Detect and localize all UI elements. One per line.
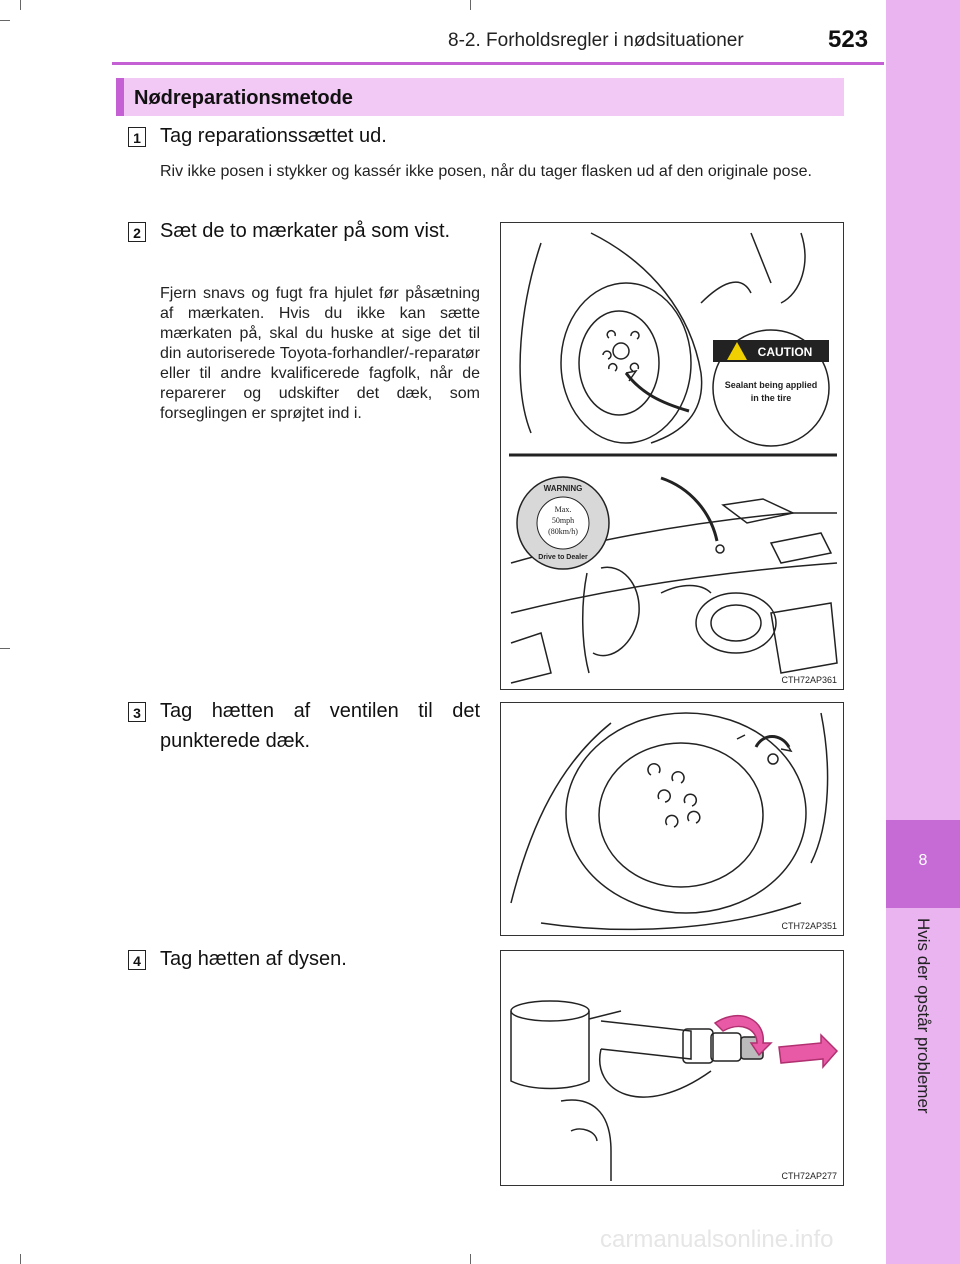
warning-line2: 50mph [551,516,575,525]
step-2-note: Fjern snavs og fugt fra hjulet før påsætning af mærkaten. Hvis du ikke kan sætte mærkaten på, skal du huske at sige det til din autoriserede Toyota-forhandler/-reparatør eller til andre kvalificerede fagfolk, når de reparerer og udskifter det dæk, som forseglingen er sprøjtet ind i. [160,285,480,422]
step-3-figure [500,702,844,936]
crop-mark [470,1254,471,1264]
step-4-instruction: Tag hætten af dysen. [160,948,347,970]
nozzle-cap-illustration [501,951,843,1185]
chapter-name-vertical [886,912,960,1172]
crop-mark [20,1254,21,1264]
caution-line1: Sealant being applied [724,380,818,390]
caution-title: CAUTION [757,345,813,359]
step-1-note: Riv ikke posen i stykker og kassér ikke posen, når du tager flasken ud af den originale pose. [160,163,812,180]
step-3-instruction: Tag hætten af ventilen til det punkterede dæk. [160,700,480,752]
step-3-number: 3 [128,702,146,722]
watermark: carmanualsonline.info [600,1226,834,1253]
chapter-name: Hvis der opstår problemer [914,918,933,1114]
valve-cap-illustration [501,703,843,935]
warning-line1: Max. [554,505,572,514]
step-4-number: 4 [128,950,146,970]
warning-label-graphic [517,477,609,569]
step-2-instruction: Sæt de to mærkater på som vist. [160,220,451,242]
crop-mark [0,20,10,21]
step-2-figure-code: CTH72AP361 [781,675,837,685]
step-3-figure-code: CTH72AP351 [781,921,837,931]
header-rule [112,62,884,65]
step-4-figure-code: CTH72AP277 [781,1171,837,1181]
chapter-title: 8-2. Forholdsregler i nødsituationer [448,30,744,51]
step-1-number: 1 [128,127,146,147]
step-4-figure [500,950,844,1186]
crop-mark [20,0,21,10]
caution-line2: in the tire [750,393,792,403]
page-number: 523 [828,26,869,53]
step-1-instruction: Tag reparationssættet ud. [160,125,387,147]
wheel-and-dashboard-illustration [501,223,843,689]
warning-title: WARNING [543,484,583,493]
section-title: Nødreparationsmetode [134,87,353,109]
step-2-figure [500,222,844,690]
caution-label-graphic [713,330,829,446]
warning-bottom: Drive to Dealer [538,554,588,561]
warning-line3: (80km/h) [548,527,578,536]
chapter-number: 8 [918,852,928,869]
step-2-number: 2 [128,222,146,242]
crop-mark [470,0,471,10]
crop-mark [0,648,10,649]
